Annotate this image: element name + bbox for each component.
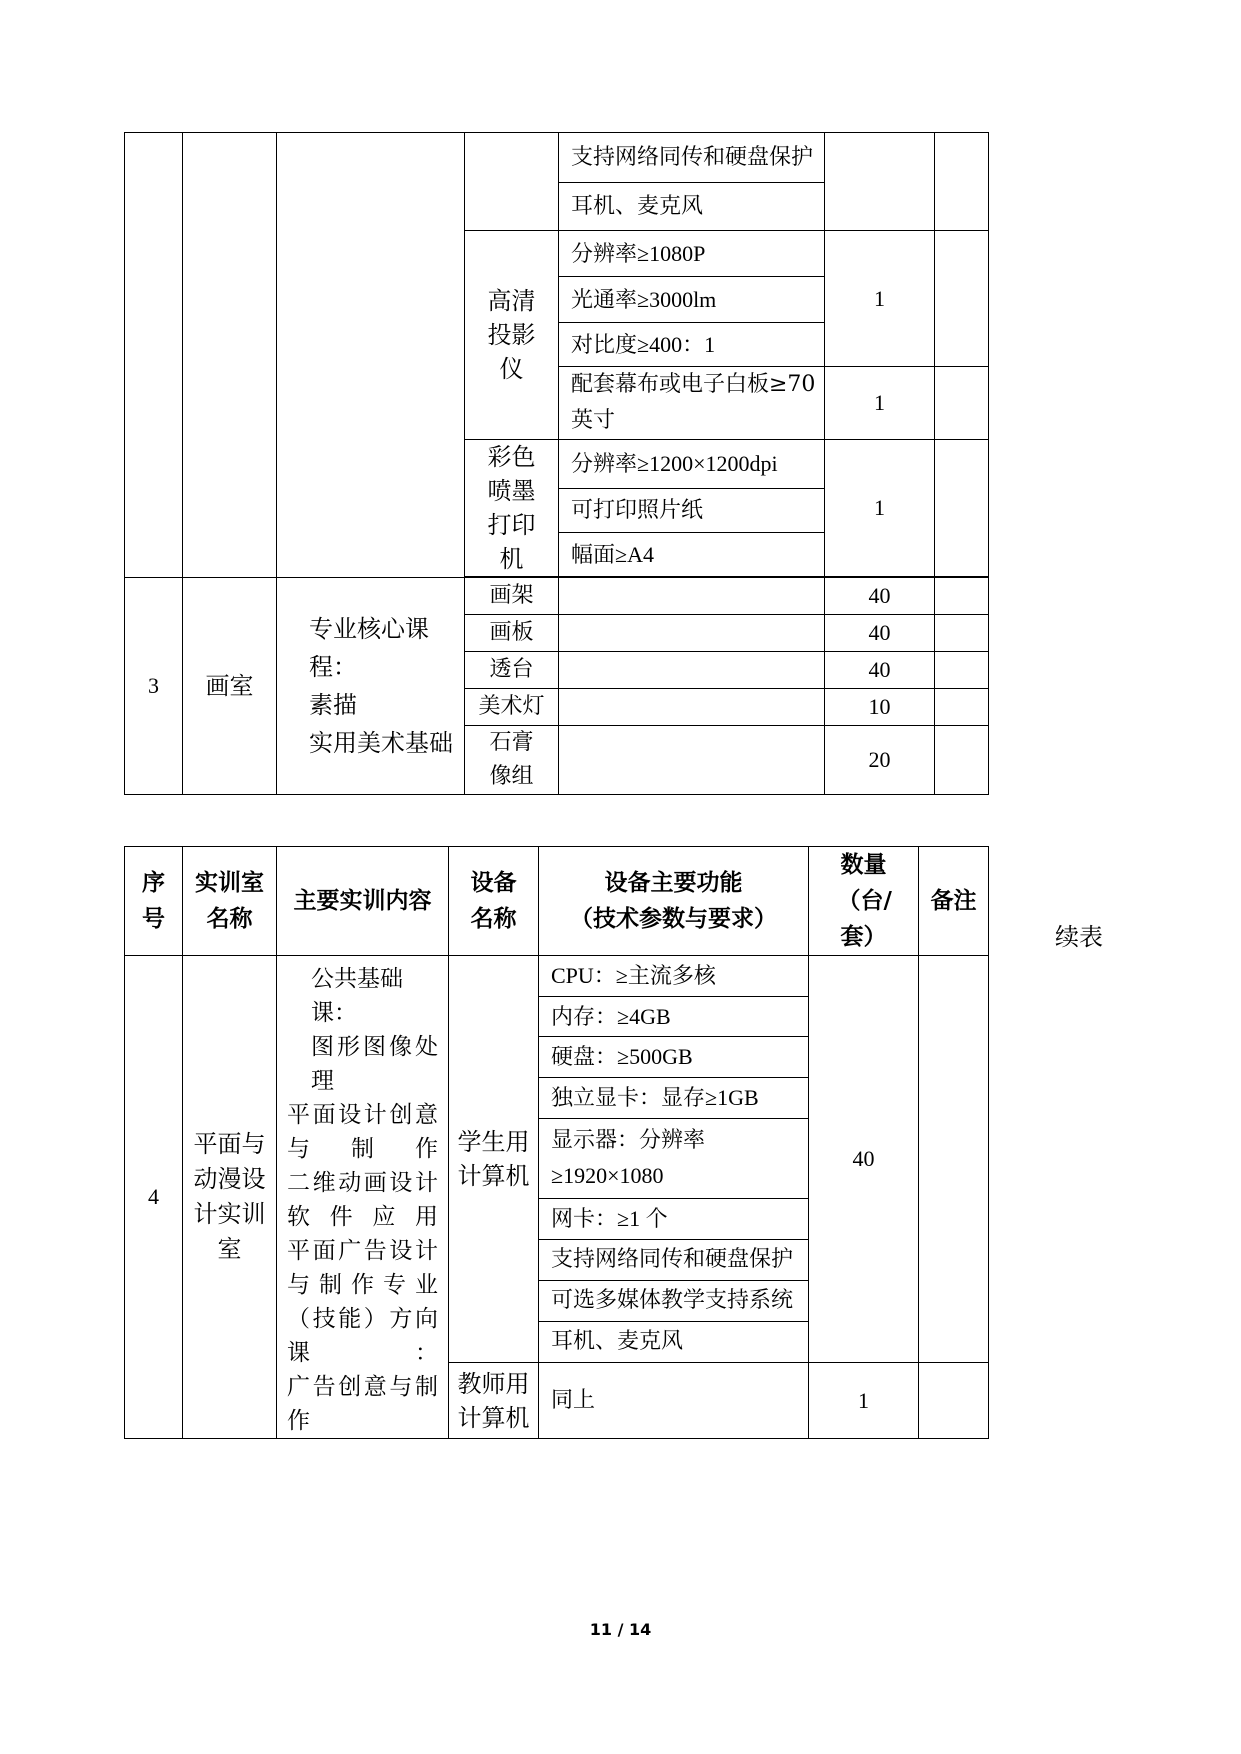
note-cell [935,578,989,615]
content-cell-empty [277,133,465,578]
function-cell: 独立显卡：显存≥1GB [539,1078,809,1119]
function-cell: 同上 [539,1363,809,1439]
qty-cell: 20 [825,726,935,795]
function-cell: 网卡：≥1 个 [539,1199,809,1240]
room-seq: 3 [125,578,183,795]
note-cell [935,133,989,231]
qty-cell: 10 [825,689,935,726]
room-name: 画室 [183,578,277,795]
function-cell: 光通率≥3000lm [559,277,825,323]
room-content: 公共基础课： 图形图像处理 平面设计创意与制作 二维动画设计软件应用 平面广告设计与制作专业（技能）方向课： 广告创意与制作 [277,956,449,1439]
function-cell: 支持网络同传和硬盘保护 [559,133,825,183]
qty-cell-empty [825,133,935,231]
note-cell [935,615,989,652]
device-name: 画架 [465,578,559,615]
device-name: 美术灯 [465,689,559,726]
note-cell [935,440,989,577]
room-cell-empty [183,133,277,578]
qty-cell: 1 [825,440,935,577]
qty-cell: 1 [825,367,935,440]
continued-label: 续表 [1055,923,1103,951]
header-device: 设备名称 [449,847,539,956]
qty-cell: 40 [825,652,935,689]
function-cell: 内存：≥4GB [539,996,809,1037]
room-content: 专业核心课程： 素描 实用美术基础 [277,578,465,795]
device-name: 画板 [465,615,559,652]
device-cell-empty [465,133,559,231]
function-cell: 分辨率≥1080P [559,231,825,277]
function-cell: 硬盘：≥500GB [539,1037,809,1078]
note-cell [935,652,989,689]
note-cell [935,726,989,795]
room-seq: 4 [125,956,183,1439]
function-cell: 幅面≥A4 [559,533,825,577]
function-cell-empty [559,689,825,726]
function-cell: 耳机、麦克风 [559,183,825,231]
function-cell-empty [559,652,825,689]
device-name-projector: 高清投影仪 [465,231,559,440]
function-cell: 耳机、麦克风 [539,1322,809,1363]
note-cell [935,367,989,440]
qty-cell: 40 [809,956,919,1363]
function-cell: 可打印照片纸 [559,488,825,533]
function-cell: 可选多媒体教学支持系统 [539,1280,809,1322]
qty-cell: 1 [809,1363,919,1439]
function-cell: 对比度≥400：1 [559,323,825,367]
function-cell: 配套幕布或电子白板≥70英寸 [559,367,825,440]
equipment-table [124,846,989,1439]
function-cell: 显示器：分辨率≥1920×1080 [539,1118,809,1198]
function-cell: 分辨率≥1200×1200dpi [559,440,825,489]
qty-cell: 1 [825,231,935,367]
header-function: 设备主要功能 （技术参数与要求） [539,847,809,956]
seq-cell-empty [125,133,183,578]
note-cell [919,956,989,1363]
header-seq: 序号 [125,847,183,956]
header-qty: 数量（台/套） [809,847,919,956]
device-name-student-pc: 学生用计算机 [449,956,539,1363]
function-cell: CPU：≥主流多核 [539,956,809,997]
function-cell-empty [559,726,825,795]
page-number: 11 / 14 [589,1620,652,1639]
note-cell [935,231,989,367]
room-name: 平面与动漫设计实训室 [183,956,277,1439]
header-room: 实训室名称 [183,847,277,956]
header-note: 备注 [919,847,989,956]
qty-cell: 40 [825,578,935,615]
equipment-table-continued [124,132,989,795]
function-cell-empty [559,578,825,615]
device-name-teacher-pc: 教师用计算机 [449,1363,539,1439]
note-cell [919,1363,989,1439]
function-cell: 支持网络同传和硬盘保护 [539,1239,809,1280]
device-name-printer: 彩色喷墨打印机 [465,440,559,577]
device-name: 透台 [465,652,559,689]
header-content: 主要实训内容 [277,847,449,956]
function-cell-empty [559,615,825,652]
device-name: 石膏像组 [465,726,559,795]
qty-cell: 40 [825,615,935,652]
note-cell [935,689,989,726]
